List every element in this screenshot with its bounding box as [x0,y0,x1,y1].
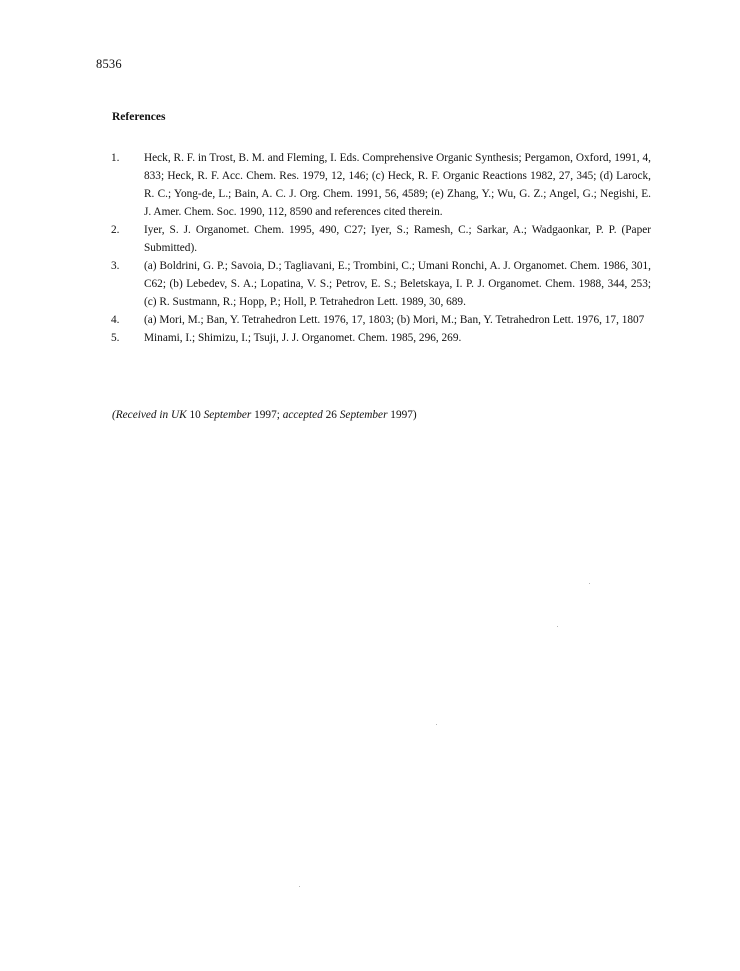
reference-item [111,149,651,221]
accepted-year: 1997) [390,409,417,421]
reference-text: Iyer, S. J. Organomet. Chem. 1995, 490, C27; Iyer, S.; Ramesh, C.; Sarkar, A.; Wadgaonkar, P. P. (Paper Submitted). [144,224,651,254]
references-list [111,149,651,347]
accepted-label: accepted [282,409,323,421]
reference-text: Minami, I.; Shimizu, I.; Tsuji, J. J. Organomet. Chem. 1985, 296, 269. [144,332,462,344]
reference-item [111,221,651,257]
reference-number: 5. [111,332,120,344]
scan-speck [299,886,300,887]
received-label: (Received in UK [112,409,187,421]
accepted-month: September [339,409,388,421]
reference-item [111,311,651,329]
reference-item [111,257,651,311]
references-heading: References [112,111,166,123]
reference-item [111,329,651,347]
accepted-day: 26 [325,409,337,421]
received-year: 1997; [254,409,280,421]
reference-number: 2. [111,224,120,236]
scan-speck [436,724,437,725]
reference-text: Heck, R. F. in Trost, B. M. and Fleming, I. Eds. Comprehensive Organic Synthesis; Pergamon, Oxford, 1991, 4, 833; Heck, R. F. Acc. Chem. Res. 1979, 12, 146; (c) Heck, R. F. Organic Reactions 1982, 27, 345; (d) Larock, R. C.; Yong-de, L.; Bain, A. C. J. Org. Chem. 1991, 56, 4589; (e) Zhang, Y.; Wu, G. Z.; Angel, G.; Negishi, E. J. Amer. Chem. Soc. 1990, 112, 8590 and references cited therein. [144,152,651,218]
scan-speck [557,626,558,627]
reference-number: 3. [111,260,120,272]
reference-text: (a) Boldrini, G. P.; Savoia, D.; Tagliavani, E.; Trombini, C.; Umani Ronchi, A. J. Organomet. Chem. 1986, 301, C62; (b) Lebedev, S. A.; Lopatina, V. S.; Petrov, E. S.; Beletskaya, I. P. J. Organomet. Chem. 1988, 344, 253; (c) R. Sustmann, R.; Hopp, P.; Holl, P. Tetrahedron Lett. 1989, 30, 689. [144,260,651,308]
page-number: 8536 [96,57,122,71]
reference-number: 4. [111,314,120,326]
reference-text: (a) Mori, M.; Ban, Y. Tetrahedron Lett. 1976, 17, 1803; (b) Mori, M.; Ban, Y. Tetrahedron Lett. 1976, 17, 1807 [144,314,645,326]
scan-speck [589,583,590,584]
received-accepted-note [112,409,417,421]
received-day: 10 [189,409,201,421]
reference-number: 1. [111,152,120,164]
received-month: September [203,409,252,421]
